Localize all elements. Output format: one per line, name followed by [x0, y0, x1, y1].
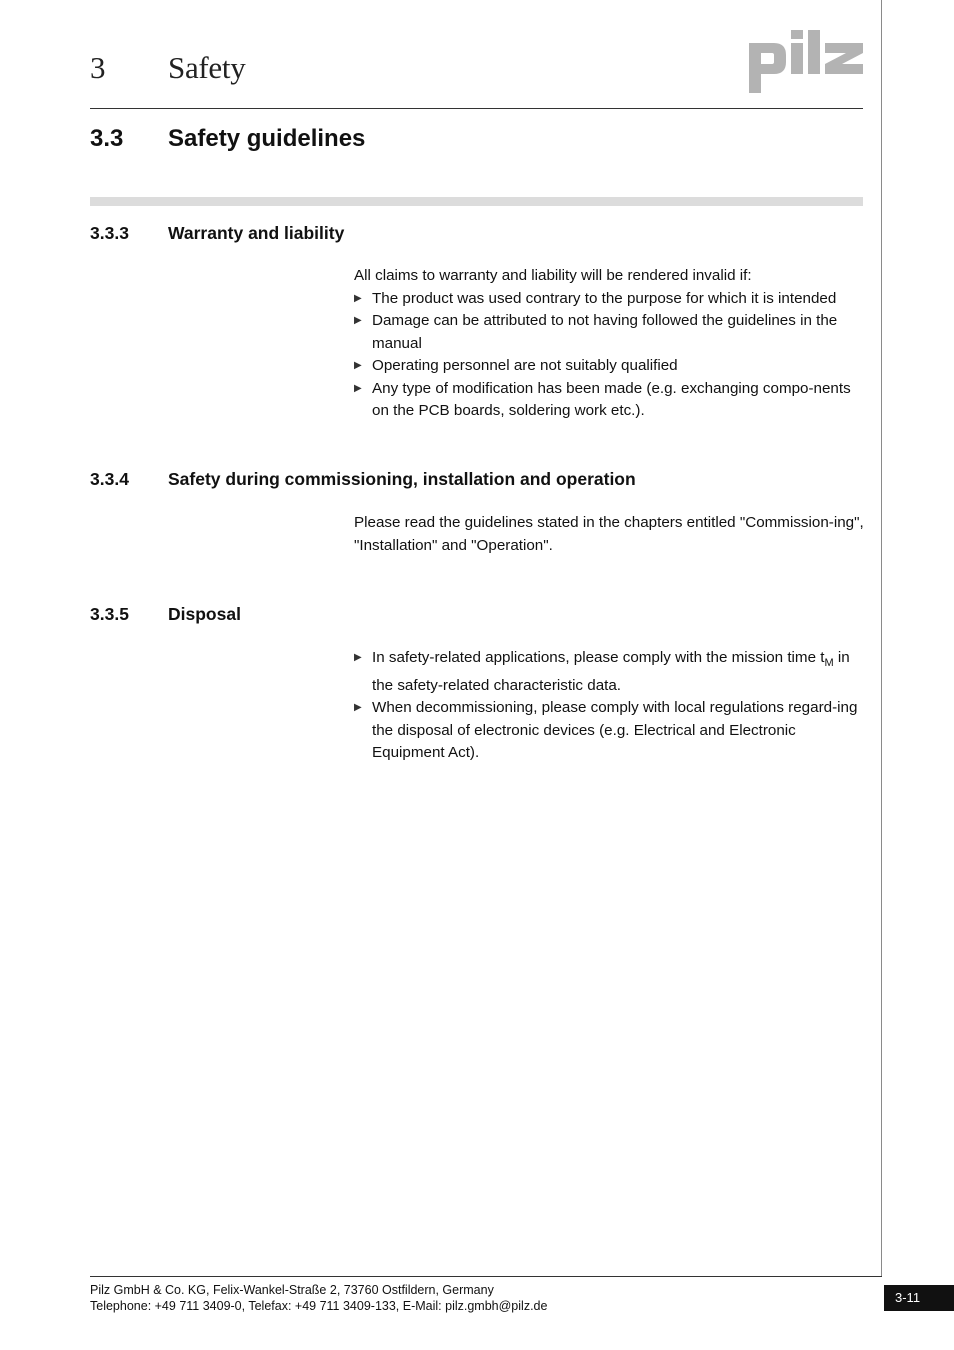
- list-item-text: Any type of modification has been made (e.g. exchanging compo-nents on the PCB boards, soldering work etc.).: [372, 379, 851, 419]
- list-item-text: Damage can be attributed to not having followed the guidelines in the manual: [372, 312, 838, 352]
- footer-line-address: Pilz GmbH & Co. KG, Felix-Wankel-Straße 2, 73760 Ostfildern, Germany: [90, 1283, 494, 1297]
- warranty-content: [354, 265, 866, 423]
- warranty-intro: All claims to warranty and liability will be rendered invalid if:: [354, 267, 752, 284]
- disposal-content: [354, 647, 866, 765]
- warranty-list: [354, 288, 866, 423]
- list-item-text: In safety-related applications, please comply with the mission time $t_M$ in the safety-related characteristic data.: [372, 649, 850, 694]
- subsection-number: 3.3.4: [90, 469, 129, 489]
- list-item: [354, 647, 866, 697]
- page-edge-rule: [881, 0, 882, 1276]
- list-item-text: When decommissioning, please comply with local regulations regard-ing the disposal of electronic devices (e.g. Electrical and Electronic Equipment Act).: [372, 699, 858, 762]
- footer-address: [90, 1282, 547, 1314]
- pilz-logo: [746, 26, 866, 96]
- section-number: 3.3: [90, 125, 124, 152]
- subsection-number: 3.3.5: [90, 604, 129, 624]
- triangle-right-icon: ▶: [354, 292, 362, 304]
- disposal-list: [354, 647, 866, 765]
- chapter-title: Safety: [168, 50, 246, 85]
- subsection-number: 3.3.3: [90, 223, 129, 243]
- triangle-right-icon: ▶: [354, 315, 362, 326]
- footer-line-contact: Telephone: +49 711 3409-0, Telefax: +49 711 3409-133, E-Mail: pilz.gmbh@pilz.de: [90, 1299, 548, 1313]
- section-title: Safety guidelines: [168, 125, 366, 152]
- list-item: [354, 310, 866, 355]
- footer-rule: [90, 1276, 882, 1277]
- triangle-right-icon: ▶: [354, 382, 362, 394]
- header-rule: [90, 108, 863, 109]
- list-item: [354, 378, 866, 423]
- list-item: [354, 697, 866, 765]
- list-item-text: Operating personnel are not suitably qualified: [372, 357, 678, 374]
- commissioning-paragraph: Please read the guidelines stated in the chapters entitled "Commission-ing", "Installation" and "Operation".: [354, 514, 864, 554]
- list-item: [354, 355, 866, 378]
- triangle-right-icon: ▶: [354, 702, 362, 714]
- subscript: M: [824, 657, 834, 670]
- page-number: 3-11: [884, 1285, 954, 1311]
- subsection-title: Disposal: [168, 604, 241, 624]
- list-item-text: The product was used contrary to the purpose for which it is intended: [372, 289, 837, 307]
- subsection-title: Safety during commissioning, installation and operation: [168, 469, 636, 489]
- commissioning-content: [354, 512, 866, 557]
- subsection-title: Warranty and liability: [168, 223, 345, 243]
- section-divider-bar: [90, 197, 863, 206]
- triangle-right-icon: ▶: [354, 652, 362, 663]
- list-item: [354, 288, 866, 311]
- triangle-right-icon: ▶: [354, 360, 362, 371]
- chapter-number: 3: [90, 50, 106, 85]
